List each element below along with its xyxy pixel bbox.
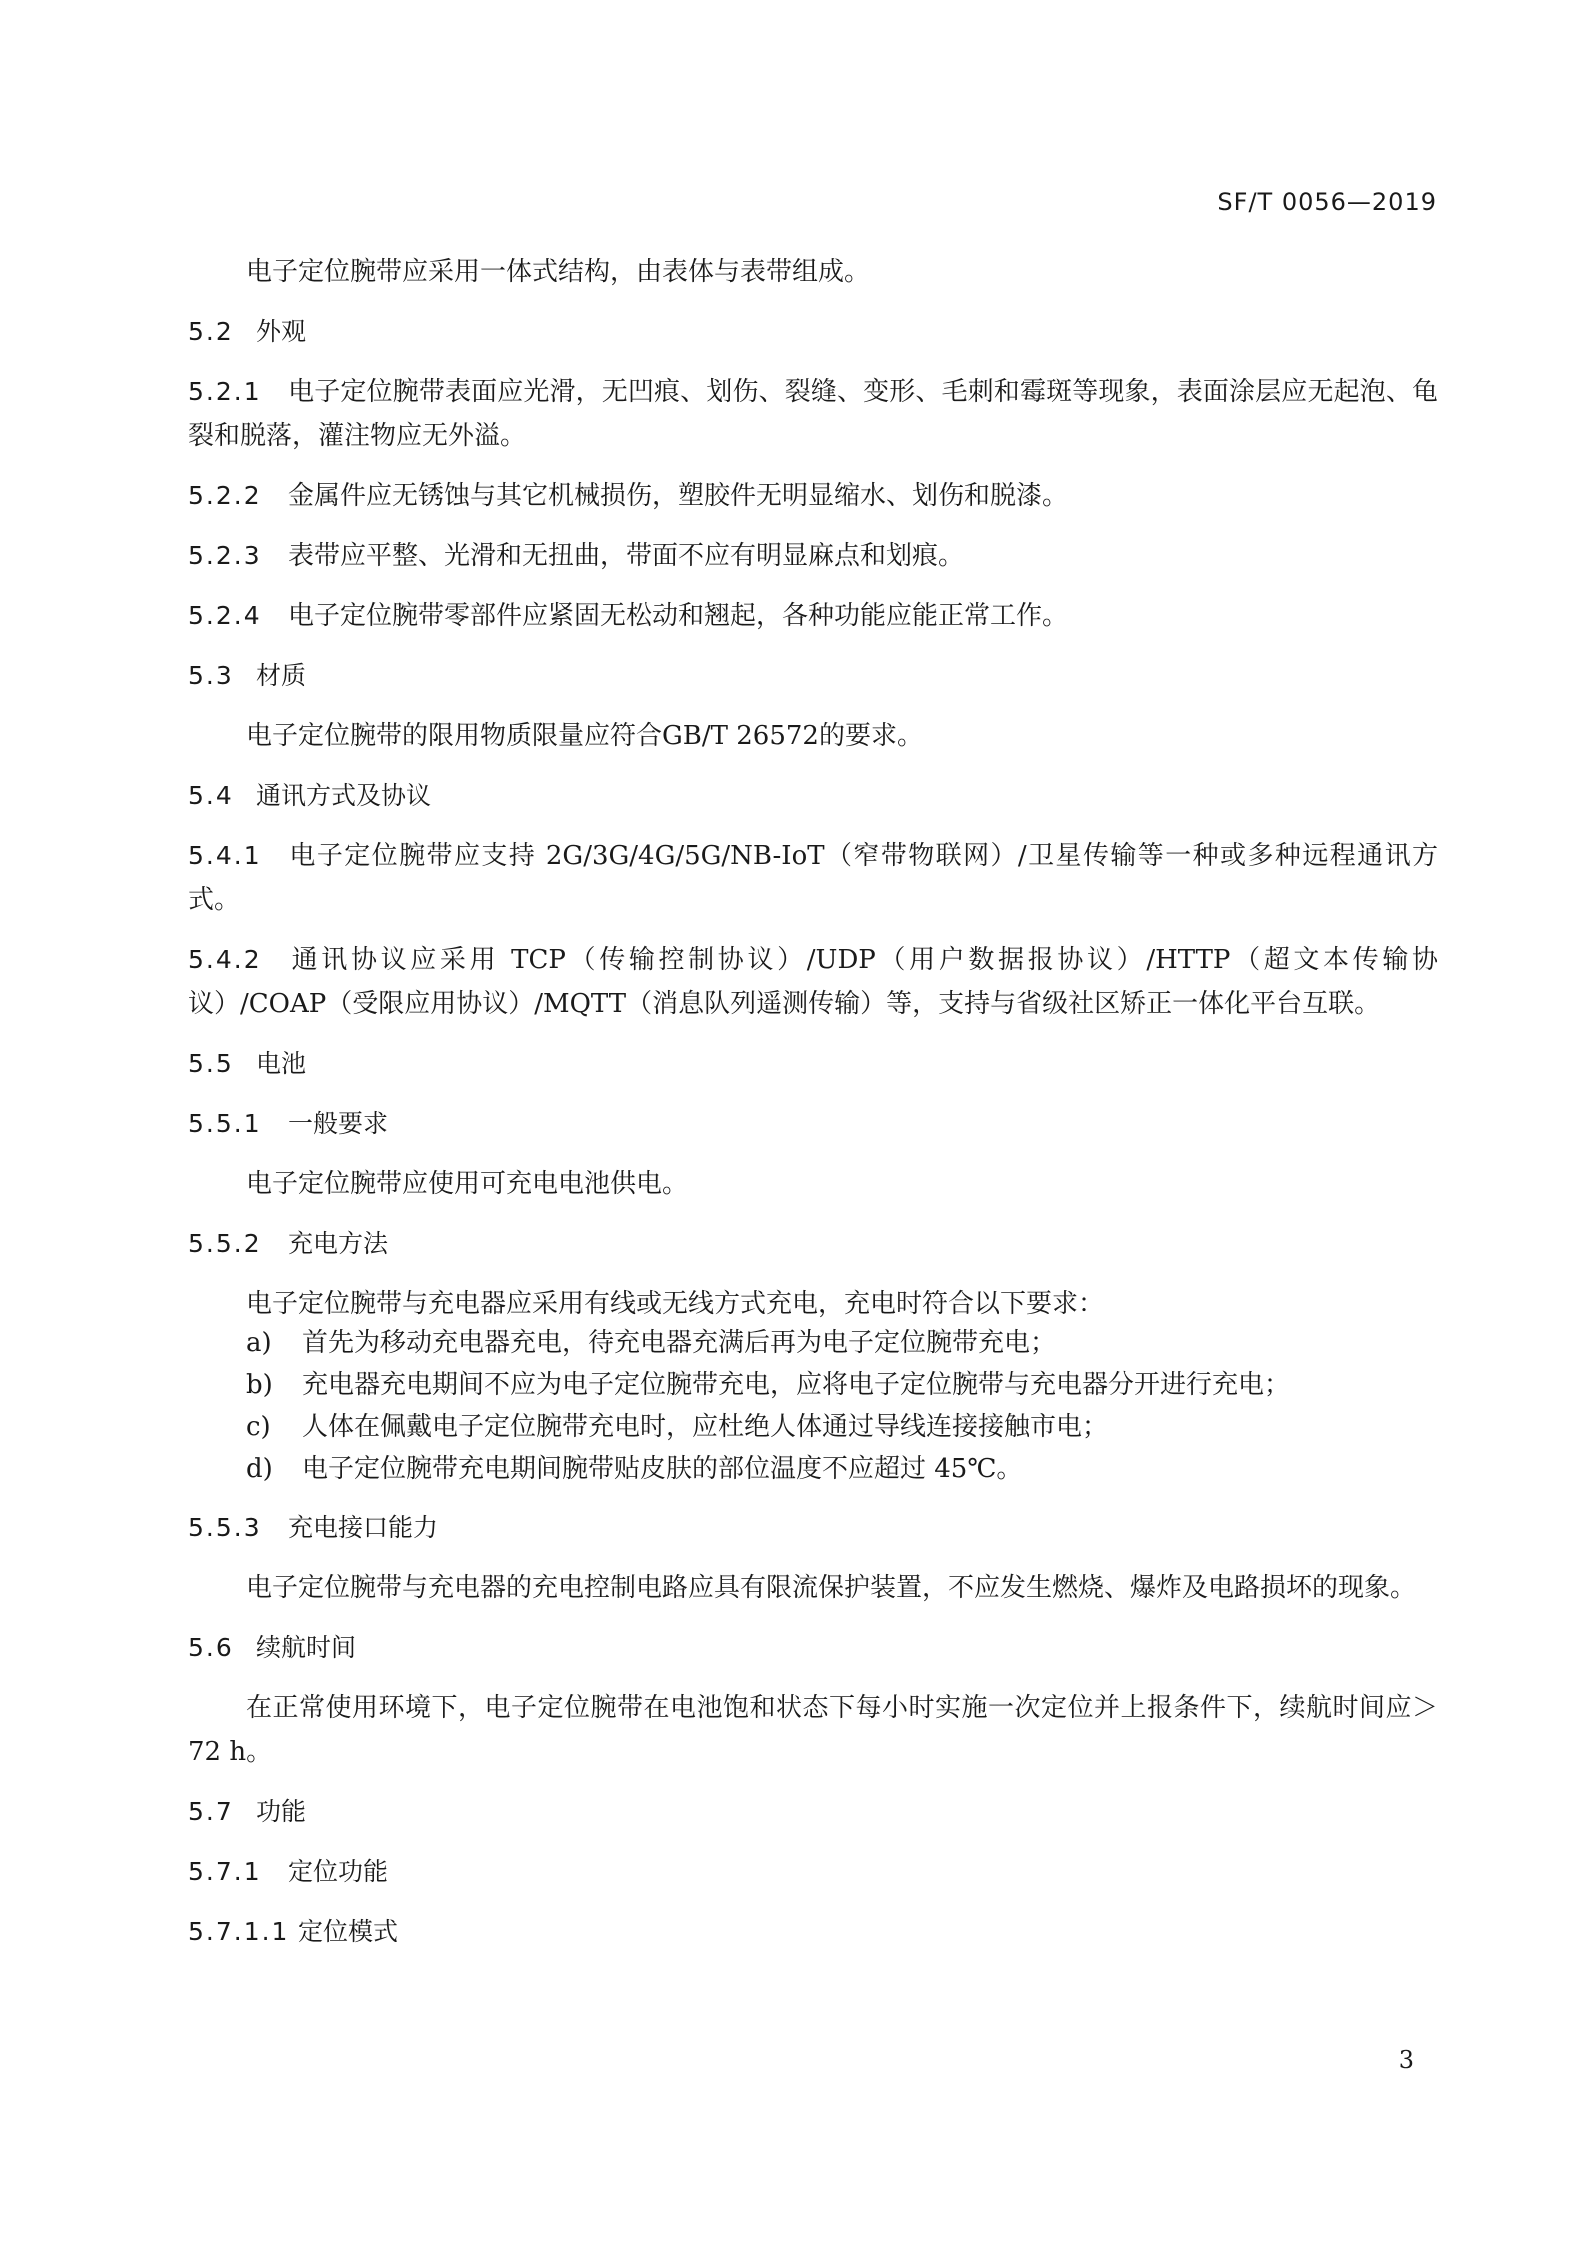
list-text: 电子定位腕带充电期间腕带贴皮肤的部位温度不应超过 45℃。 [302,1454,1023,1484]
section-title: 充电接口能力 [288,1513,439,1542]
section-title: 定位模式 [298,1917,399,1946]
section-title: 功能 [256,1797,307,1826]
clause-number: 5.2.4 [188,601,262,630]
paragraph: 在正常使用环境下，电子定位腕带在电池饱和状态下每小时实施一次定位并上报条件下，续航时间应＞72 h。 [188,1693,1438,1767]
clause-number: 5.2.3 [188,541,262,570]
list-text: 充电器充电期间不应为电子定位腕带充电，应将电子定位腕带与充电器分开进行充电； [302,1370,1291,1400]
section-heading-5-5-2 [188,1222,1438,1266]
clause-text: 电子定位腕带应支持 2G/3G/4G/5G/NB-IoT（窄带物联网）/卫星传输等一种或多种远程通讯方式。 [188,841,1438,915]
clause-text: 电子定位腕带表面应光滑，无凹痕、划伤、裂缝、变形、毛刺和霉斑等现象，表面涂层应无起泡、龟裂和脱落，灌注物应无外溢。 [188,377,1438,451]
requirement-list [246,1322,1438,1490]
paragraph: 电子定位腕带与充电器应采用有线或无线方式充电，充电时符合以下要求： [246,1289,1105,1319]
standard-number: SF/T 0056—2019 [1217,188,1437,216]
clause-number: 5.2.1 [188,377,262,406]
section-heading-5-5 [188,1042,1438,1086]
clause-text: 电子定位腕带零部件应紧固无松动和翘起，各种功能应能正常工作。 [288,601,1069,631]
section-title: 外观 [256,317,307,346]
clause-number: 5.4.1 [188,841,262,870]
paragraph: 电子定位腕带与充电器的充电控制电路应具有限流保护装置，不应发生燃烧、爆炸及电路损坏的现象。 [246,1573,1417,1603]
clause-5-2-3 [188,534,1438,578]
list-marker: d) [246,1454,273,1484]
clause-5-4-1 [188,834,1438,922]
section-number: 5.3 [188,661,234,690]
clause-text: 通讯协议应采用 TCP（传输控制协议）/UDP（用户数据报协议）/HTTP（超文本传输协议）/COAP（受限应用协议）/MQTT（消息队列遥测传输）等，支持与省级社区矫正一体化平台互联。 [188,945,1438,1019]
clause-5-4-2 [188,938,1438,1026]
section-number: 5.5.3 [188,1513,262,1542]
section-number: 5.7 [188,1797,234,1826]
section-title: 定位功能 [288,1857,389,1886]
section-title: 通讯方式及协议 [256,781,432,810]
list-marker: c) [246,1412,271,1442]
list-text: 首先为移动充电器充电，待充电器充满后再为电子定位腕带充电； [302,1328,1057,1358]
clause-5-2-4 [188,594,1438,638]
section-heading-5-6 [188,1626,1438,1670]
list-text: 人体在佩戴电子定位腕带充电时，应杜绝人体通过导线连接接触市电； [302,1412,1109,1442]
section-heading-5-5-3 [188,1506,1438,1550]
list-item [246,1406,1438,1448]
section-heading-5-4 [188,774,1438,818]
section-heading-5-2 [188,310,1438,354]
section-heading-5-7-1-1 [188,1910,1438,1954]
list-item [246,1364,1438,1406]
section-title: 电池 [256,1049,307,1078]
paragraph: 电子定位腕带的限用物质限量应符合GB/T 26572的要求。 [246,721,923,751]
section-number: 5.6 [188,1633,234,1662]
section-heading-5-7 [188,1790,1438,1834]
section-number: 5.2 [188,317,234,346]
section-heading-5-5-1 [188,1102,1438,1146]
clause-5-2-2 [188,474,1438,518]
section-number: 5.7.1.1 [188,1917,290,1946]
list-marker: b) [246,1370,273,1400]
clause-text: 表带应平整、光滑和无扭曲，带面不应有明显麻点和划痕。 [288,541,965,571]
section-title: 材质 [256,661,307,690]
clause-number: 5.2.2 [188,481,262,510]
section-title: 续航时间 [256,1633,357,1662]
section-title: 充电方法 [288,1229,389,1258]
paragraph: 电子定位腕带应使用可充电电池供电。 [246,1169,689,1199]
section-title: 一般要求 [288,1109,389,1138]
section-number: 5.5 [188,1049,234,1078]
section-number: 5.5.2 [188,1229,262,1258]
section-number: 5.5.1 [188,1109,262,1138]
list-marker: a) [246,1328,272,1358]
section-number: 5.7.1 [188,1857,262,1886]
section-heading-5-7-1 [188,1850,1438,1894]
clause-5-2-1 [188,370,1438,458]
section-heading-5-3 [188,654,1438,698]
page-number: 3 [1398,2046,1414,2074]
clause-text: 金属件应无锈蚀与其它机械损伤，塑胶件无明显缩水、划伤和脱漆。 [288,481,1069,511]
list-item [246,1322,1438,1364]
section-number: 5.4 [188,781,234,810]
page-content [188,250,1438,1970]
list-item [246,1448,1438,1490]
clause-number: 5.4.2 [188,945,262,974]
paragraph: 电子定位腕带应采用一体式结构，由表体与表带组成。 [246,257,871,287]
